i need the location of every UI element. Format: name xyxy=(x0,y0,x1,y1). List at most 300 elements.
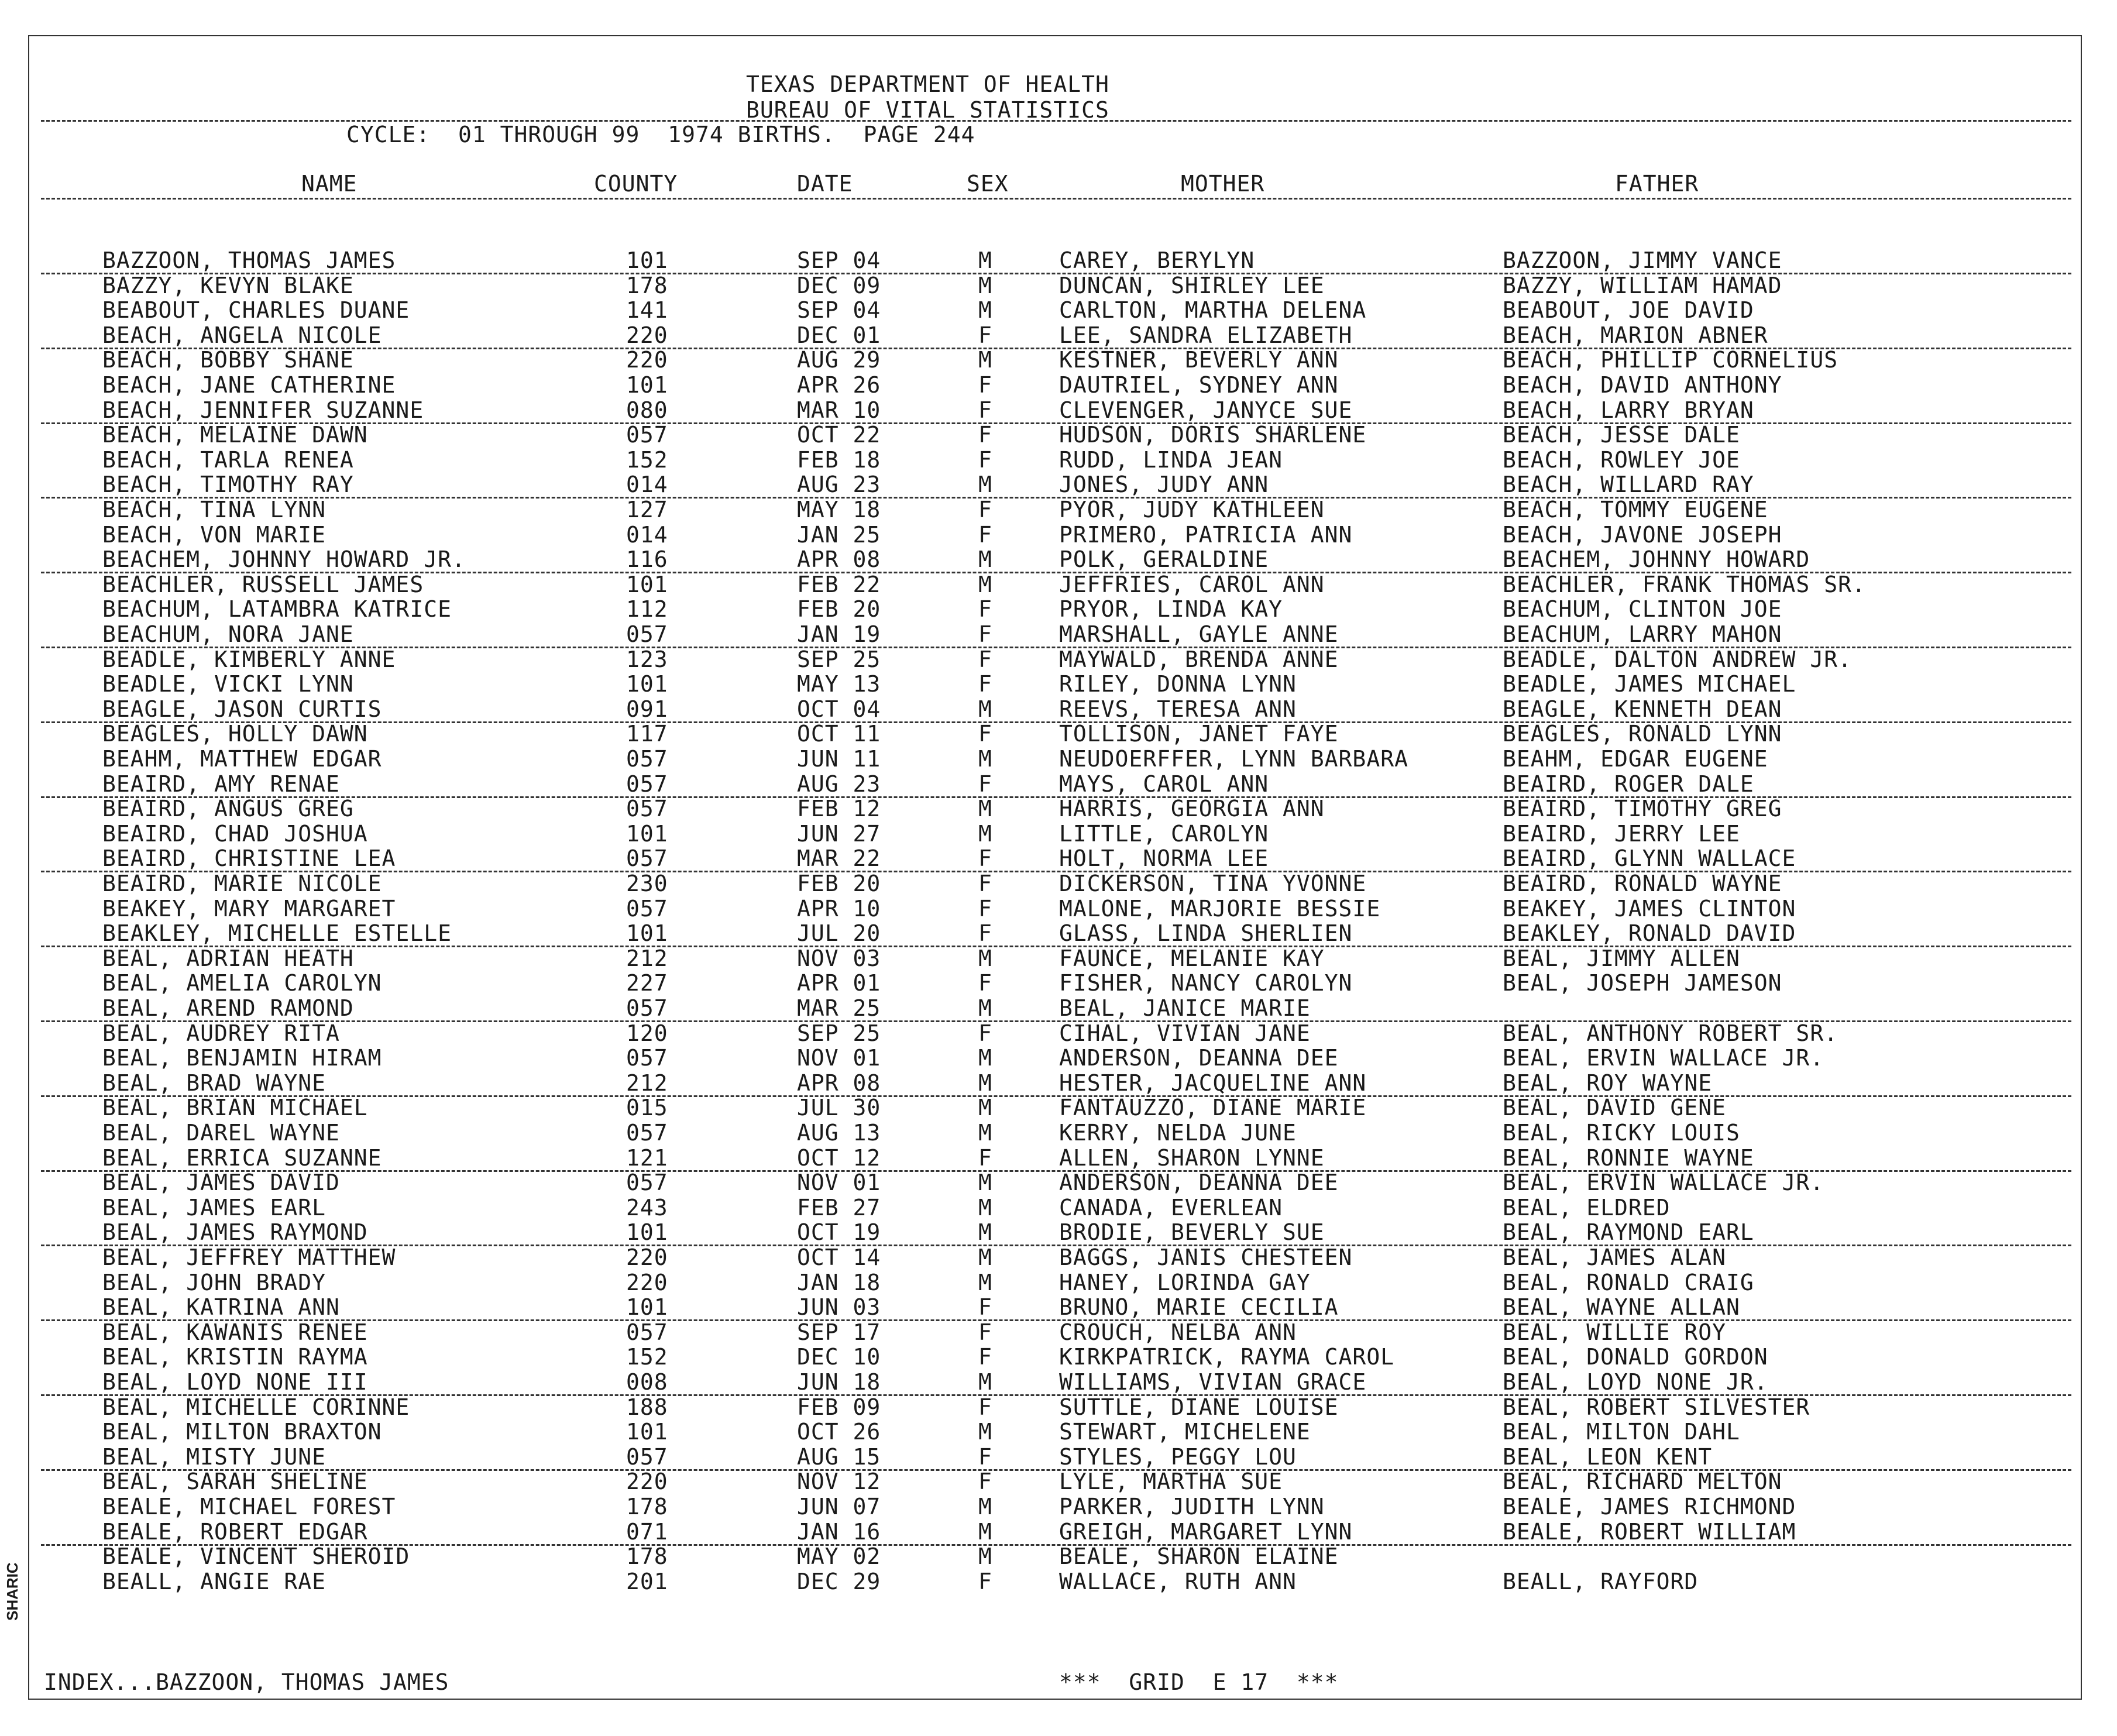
record-county: 120 xyxy=(626,1020,668,1046)
record-mother: CAREY, BERYLYN xyxy=(1059,247,1255,273)
record-name: BEALE, ROBERT EDGAR xyxy=(102,1518,368,1545)
record-mother: GREIGH, MARGARET LYNN xyxy=(1059,1518,1353,1545)
record-name: BEAL, BENJAMIN HIRAM xyxy=(102,1045,382,1071)
record-name: BEAL, SARAH SHELINE xyxy=(102,1469,368,1495)
record-sex: M xyxy=(978,746,992,772)
record-name: BEAL, JEFFREY MATTHEW xyxy=(102,1245,396,1270)
record-date: SEP 17 xyxy=(797,1319,881,1345)
record-date: JAN 16 xyxy=(797,1518,881,1545)
record-name: BEAGLE, JASON CURTIS xyxy=(102,696,382,722)
record-father: BEACH, DAVID ANTHONY xyxy=(1503,372,1782,398)
record-sex: F xyxy=(978,596,992,623)
column-header-father: FATHER xyxy=(1615,171,1699,197)
record-name: BEACH, MELAINE DAWN xyxy=(102,422,368,448)
record-county: 014 xyxy=(626,472,668,498)
record-father: BEAGLES, RONALD LYNN xyxy=(1503,721,1782,747)
record-date: AUG 23 xyxy=(797,472,881,498)
record-father: BEACH, PHILLIP CORNELIUS xyxy=(1503,347,1838,373)
record-father: BEACH, WILLARD RAY xyxy=(1503,472,1754,498)
record-county: 230 xyxy=(626,871,668,896)
record-father: BEACHUM, CLINTON JOE xyxy=(1503,596,1782,623)
record-sex: F xyxy=(978,397,992,423)
record-father: BEAL, WILLIE ROY xyxy=(1503,1319,1727,1345)
record-mother: PYOR, JUDY KATHLEEN xyxy=(1059,497,1325,522)
record-sex: F xyxy=(978,771,992,797)
record-mother: GLASS, LINDA SHERLIEN xyxy=(1059,920,1353,947)
record-sex: M xyxy=(978,1419,992,1445)
record-sex: F xyxy=(978,871,992,896)
record-mother: HUDSON, DORIS SHARLENE xyxy=(1059,422,1367,448)
record-name: BEAL, BRIAN MICHAEL xyxy=(102,1095,368,1121)
record-name: BEAL, JOHN BRADY xyxy=(102,1269,327,1295)
record-date: AUG 23 xyxy=(797,771,881,797)
record-father: BEAIRD, ROGER DALE xyxy=(1503,771,1754,797)
column-header-mother: MOTHER xyxy=(1181,171,1265,197)
record-county: 220 xyxy=(626,347,668,373)
record-county: 201 xyxy=(626,1568,668,1594)
record-father: BEAL, DONALD GORDON xyxy=(1503,1344,1768,1370)
record-sex: M xyxy=(978,1194,992,1221)
record-date: OCT 19 xyxy=(797,1219,881,1246)
record-date: FEB 09 xyxy=(797,1394,881,1420)
record-name: BEACHUM, LATAMBRA KATRICE xyxy=(102,596,452,623)
record-county: 116 xyxy=(626,546,668,573)
record-name: BEAIRD, ANGUS GREG xyxy=(102,796,354,822)
record-county: 080 xyxy=(626,397,668,423)
grid-reference: *** GRID E 17 *** xyxy=(1059,1669,1339,1695)
record-date: MAY 18 xyxy=(797,497,881,522)
record-sex: M xyxy=(978,1544,992,1570)
record-name: BEACH, VON MARIE xyxy=(102,521,327,548)
record-name: BEAKLEY, MICHELLE ESTELLE xyxy=(102,920,452,947)
record-county: 057 xyxy=(626,621,668,647)
record-sex: F xyxy=(978,646,992,672)
record-father: BAZZY, WILLIAM HAMAD xyxy=(1503,272,1782,298)
record-sex: F xyxy=(978,920,992,947)
record-mother: CANADA, EVERLEAN xyxy=(1059,1194,1283,1221)
record-father: BEAL, ERVIN WALLACE JR. xyxy=(1503,1170,1824,1196)
record-mother: BEAL, JANICE MARIE xyxy=(1059,995,1311,1021)
record-name: BEAL, AREND RAMOND xyxy=(102,995,354,1021)
record-father: BEACH, ROWLEY JOE xyxy=(1503,446,1740,473)
record-date: DEC 29 xyxy=(797,1568,881,1594)
index-line: INDEX...BAZZOON, THOMAS JAMES xyxy=(44,1669,449,1695)
record-county: 212 xyxy=(626,945,668,971)
record-sex: M xyxy=(978,995,992,1021)
record-name: BEAL, KATRINA ANN xyxy=(102,1294,340,1321)
record-father: BEABOUT, JOE DAVID xyxy=(1503,297,1754,324)
record-county: 057 xyxy=(626,995,668,1021)
record-sex: F xyxy=(978,1443,992,1470)
record-mother: PARKER, JUDITH LYNN xyxy=(1059,1494,1325,1520)
record-sex: M xyxy=(978,820,992,847)
record-mother: ANDERSON, DEANNA DEE xyxy=(1059,1170,1339,1196)
column-header-date: DATE xyxy=(797,171,853,197)
record-date: NOV 12 xyxy=(797,1469,881,1495)
record-sex: M xyxy=(978,247,992,273)
record-father: BEAL, ANTHONY ROBERT SR. xyxy=(1503,1020,1838,1046)
record-name: BEAL, LOYD NONE III xyxy=(102,1369,368,1395)
record-sex: M xyxy=(978,696,992,722)
record-mother: JEFFRIES, CAROL ANN xyxy=(1059,571,1325,597)
record-father: BEADLE, DALTON ANDREW JR. xyxy=(1503,646,1852,672)
bureau-title: BUREAU OF VITAL STATISTICS xyxy=(746,97,1109,123)
record-date: MAY 13 xyxy=(797,671,881,697)
record-date: NOV 01 xyxy=(797,1170,881,1196)
record-sex: M xyxy=(978,472,992,498)
record-father: BEAHM, EDGAR EUGENE xyxy=(1503,746,1768,772)
record-mother: RUDD, LINDA JEAN xyxy=(1059,446,1283,473)
record-father: BEAL, DAVID GENE xyxy=(1503,1095,1727,1121)
record-sex: M xyxy=(978,1170,992,1196)
record-name: BEACH, JENNIFER SUZANNE xyxy=(102,397,424,423)
record-mother: BAGGS, JANIS CHESTEEN xyxy=(1059,1245,1353,1270)
record-date: MAY 02 xyxy=(797,1544,881,1570)
record-date: NOV 03 xyxy=(797,945,881,971)
record-father: BEALE, JAMES RICHMOND xyxy=(1503,1494,1796,1520)
record-mother: BEALE, SHARON ELAINE xyxy=(1059,1544,1339,1570)
record-sex: M xyxy=(978,1369,992,1395)
column-header-sex: SEX xyxy=(967,171,1009,197)
record-sex: M xyxy=(978,1269,992,1295)
record-mother: KESTNER, BEVERLY ANN xyxy=(1059,347,1339,373)
record-date: DEC 01 xyxy=(797,322,881,348)
department-title: TEXAS DEPARTMENT OF HEALTH xyxy=(746,71,1109,97)
record-name: BEAHM, MATTHEW EDGAR xyxy=(102,746,382,772)
record-date: JUN 07 xyxy=(797,1494,881,1520)
record-father: BEADLE, JAMES MICHAEL xyxy=(1503,671,1796,697)
record-father: BEAL, JOSEPH JAMESON xyxy=(1503,970,1782,996)
record-father: BEACHEM, JOHNNY HOWARD xyxy=(1503,546,1810,573)
record-sex: F xyxy=(978,721,992,747)
record-sex: F xyxy=(978,845,992,872)
record-name: BEACH, TARLA RENEA xyxy=(102,446,354,473)
record-name: BEAL, JAMES RAYMOND xyxy=(102,1219,368,1246)
record-county: 057 xyxy=(626,1120,668,1146)
record-date: AUG 15 xyxy=(797,1443,881,1470)
record-sex: F xyxy=(978,1469,992,1495)
record-mother: SUTTLE, DIANE LOUISE xyxy=(1059,1394,1339,1420)
record-county: 220 xyxy=(626,1269,668,1295)
record-sex: F xyxy=(978,621,992,647)
record-name: BEADLE, KIMBERLY ANNE xyxy=(102,646,396,672)
record-name: BEACHLER, RUSSELL JAMES xyxy=(102,571,424,597)
record-name: BEAL, JAMES DAVID xyxy=(102,1170,340,1196)
record-date: NOV 01 xyxy=(797,1045,881,1071)
record-father: BEACH, JAVONE JOSEPH xyxy=(1503,521,1782,548)
record-mother: RILEY, DONNA LYNN xyxy=(1059,671,1297,697)
record-date: FEB 22 xyxy=(797,571,881,597)
record-name: BEAL, DAREL WAYNE xyxy=(102,1120,340,1146)
record-date: MAR 25 xyxy=(797,995,881,1021)
record-sex: M xyxy=(978,1219,992,1246)
record-date: OCT 14 xyxy=(797,1245,881,1270)
record-date: JUN 11 xyxy=(797,746,881,772)
record-county: 188 xyxy=(626,1394,668,1420)
record-date: AUG 13 xyxy=(797,1120,881,1146)
record-mother: BRUNO, MARIE CECILIA xyxy=(1059,1294,1339,1321)
record-name: BEACH, ANGELA NICOLE xyxy=(102,322,382,348)
record-sex: F xyxy=(978,1394,992,1420)
record-father: BEAKEY, JAMES CLINTON xyxy=(1503,895,1796,922)
record-mother: WALLACE, RUTH ANN xyxy=(1059,1568,1297,1594)
record-father: BEAL, JAMES ALAN xyxy=(1503,1245,1727,1270)
record-date: AUG 29 xyxy=(797,347,881,373)
record-name: BEAL, KAWANIS RENEE xyxy=(102,1319,368,1345)
record-sex: M xyxy=(978,546,992,573)
record-mother: MARSHALL, GAYLE ANNE xyxy=(1059,621,1339,647)
record-date: JUN 18 xyxy=(797,1369,881,1395)
record-sex: F xyxy=(978,1020,992,1046)
record-father: BEACH, JESSE DALE xyxy=(1503,422,1740,448)
record-county: 227 xyxy=(626,970,668,996)
record-father: BEACH, MARION ABNER xyxy=(1503,322,1768,348)
record-date: JAN 18 xyxy=(797,1269,881,1295)
record-mother: LEE, SANDRA ELIZABETH xyxy=(1059,322,1353,348)
record-mother: TOLLISON, JANET FAYE xyxy=(1059,721,1339,747)
record-father: BEAL, RONALD CRAIG xyxy=(1503,1269,1754,1295)
margin-label: SHARIC xyxy=(4,1562,21,1621)
record-date: SEP 25 xyxy=(797,1020,881,1046)
record-county: 057 xyxy=(626,1170,668,1196)
record-father: BEAL, RONNIE WAYNE xyxy=(1503,1144,1754,1171)
record-sex: F xyxy=(978,671,992,697)
record-date: OCT 22 xyxy=(797,422,881,448)
record-date: JUN 27 xyxy=(797,820,881,847)
record-name: BEAL, KRISTIN RAYMA xyxy=(102,1344,368,1370)
record-name: BEAIRD, CHRISTINE LEA xyxy=(102,845,396,872)
record-mother: DUNCAN, SHIRLEY LEE xyxy=(1059,272,1325,298)
record-date: SEP 25 xyxy=(797,646,881,672)
record-county: 101 xyxy=(626,247,668,273)
record-father: BEAL, LEON KENT xyxy=(1503,1443,1713,1470)
record-sex: M xyxy=(978,347,992,373)
record-sex: F xyxy=(978,1144,992,1171)
record-name: BEACH, BOBBY SHANE xyxy=(102,347,354,373)
record-county: 117 xyxy=(626,721,668,747)
record-sex: F xyxy=(978,895,992,922)
record-father: BEAIRD, TIMOTHY GREG xyxy=(1503,796,1782,822)
record-mother: HOLT, NORMA LEE xyxy=(1059,845,1269,872)
record-sex: M xyxy=(978,1045,992,1071)
record-sex: F xyxy=(978,1344,992,1370)
record-sex: F xyxy=(978,446,992,473)
record-date: APR 10 xyxy=(797,895,881,922)
record-sex: F xyxy=(978,1568,992,1594)
record-sex: M xyxy=(978,1120,992,1146)
record-county: 220 xyxy=(626,322,668,348)
record-father: BEACH, LARRY BRYAN xyxy=(1503,397,1754,423)
record-father: BEAL, ELDRED xyxy=(1503,1194,1671,1221)
record-county: 112 xyxy=(626,596,668,623)
record-date: DEC 09 xyxy=(797,272,881,298)
record-date: JAN 25 xyxy=(797,521,881,548)
record-date: SEP 04 xyxy=(797,297,881,324)
record-date: FEB 20 xyxy=(797,871,881,896)
record-sex: F xyxy=(978,497,992,522)
record-mother: ANDERSON, DEANNA DEE xyxy=(1059,1045,1339,1071)
record-father: BEAIRD, GLYNN WALLACE xyxy=(1503,845,1796,872)
record-county: 101 xyxy=(626,571,668,597)
record-county: 220 xyxy=(626,1245,668,1270)
record-county: 057 xyxy=(626,1443,668,1470)
record-sex: F xyxy=(978,970,992,996)
record-sex: F xyxy=(978,372,992,398)
record-county: 178 xyxy=(626,1494,668,1520)
record-county: 178 xyxy=(626,272,668,298)
record-name: BEABOUT, CHARLES DUANE xyxy=(102,297,410,324)
record-name: BEAL, JAMES EARL xyxy=(102,1194,327,1221)
record-name: BEAL, MICHELLE CORINNE xyxy=(102,1394,410,1420)
record-name: BEAIRD, AMY RENAE xyxy=(102,771,340,797)
record-date: JUN 03 xyxy=(797,1294,881,1321)
record-mother: DAUTRIEL, SYDNEY ANN xyxy=(1059,372,1339,398)
record-date: OCT 11 xyxy=(797,721,881,747)
record-mother: KERRY, NELDA JUNE xyxy=(1059,1120,1297,1146)
record-mother: REEVS, TERESA ANN xyxy=(1059,696,1297,722)
record-date: MAR 10 xyxy=(797,397,881,423)
record-mother: LYLE, MARTHA SUE xyxy=(1059,1469,1283,1495)
record-name: BEAL, BRAD WAYNE xyxy=(102,1070,327,1096)
record-county: 014 xyxy=(626,521,668,548)
record-mother: STEWART, MICHELENE xyxy=(1059,1419,1311,1445)
record-mother: FAUNCE, MELANIE KAY xyxy=(1059,945,1325,971)
record-mother: CIHAL, VIVIAN JANE xyxy=(1059,1020,1311,1046)
record-name: BEAIRD, MARIE NICOLE xyxy=(102,871,382,896)
record-county: 152 xyxy=(626,1344,668,1370)
record-father: BEACHLER, FRANK THOMAS SR. xyxy=(1503,571,1866,597)
cycle-line: CYCLE: 01 THROUGH 99 1974 BIRTHS. PAGE 244 xyxy=(346,122,975,147)
record-county: 101 xyxy=(626,1419,668,1445)
record-father: BEAKLEY, RONALD DAVID xyxy=(1503,920,1796,947)
record-date: DEC 10 xyxy=(797,1344,881,1370)
record-father: BEAIRD, RONALD WAYNE xyxy=(1503,871,1782,896)
record-father: BEAL, WAYNE ALLAN xyxy=(1503,1294,1740,1321)
record-name: BEACH, TINA LYNN xyxy=(102,497,327,522)
record-mother: ALLEN, SHARON LYNNE xyxy=(1059,1144,1325,1171)
record-sex: F xyxy=(978,322,992,348)
record-date: FEB 12 xyxy=(797,796,881,822)
record-county: 123 xyxy=(626,646,668,672)
record-father: BEAL, JIMMY ALLEN xyxy=(1503,945,1740,971)
record-sex: M xyxy=(978,1070,992,1096)
record-mother: KIRKPATRICK, RAYMA CAROL xyxy=(1059,1344,1395,1370)
record-date: JAN 19 xyxy=(797,621,881,647)
header-rule xyxy=(41,120,2071,122)
record-sex: M xyxy=(978,272,992,298)
record-county: 101 xyxy=(626,671,668,697)
record-name: BEALE, MICHAEL FOREST xyxy=(102,1494,396,1520)
record-name: BEAL, MISTY JUNE xyxy=(102,1443,327,1470)
record-county: 178 xyxy=(626,1544,668,1570)
record-father: BEAL, ROY WAYNE xyxy=(1503,1070,1713,1096)
record-county: 141 xyxy=(626,297,668,324)
record-mother: PRIMERO, PATRICIA ANN xyxy=(1059,521,1353,548)
record-county: 057 xyxy=(626,845,668,872)
record-mother: FISHER, NANCY CAROLYN xyxy=(1059,970,1353,996)
record-mother: PRYOR, LINDA KAY xyxy=(1059,596,1283,623)
record-mother: LITTLE, CAROLYN xyxy=(1059,820,1269,847)
record-mother: NEUDOERFFER, LYNN BARBARA xyxy=(1059,746,1408,772)
record-date: OCT 26 xyxy=(797,1419,881,1445)
column-header-rule xyxy=(41,198,2071,200)
record-mother: DICKERSON, TINA YVONNE xyxy=(1059,871,1367,896)
record-name: BEALL, ANGIE RAE xyxy=(102,1568,327,1594)
record-name: BEAKEY, MARY MARGARET xyxy=(102,895,396,922)
record-date: SEP 04 xyxy=(797,247,881,273)
record-father: BEAL, RICHARD MELTON xyxy=(1503,1469,1782,1495)
record-sex: F xyxy=(978,422,992,448)
record-sex: M xyxy=(978,571,992,597)
record-date: FEB 18 xyxy=(797,446,881,473)
record-name: BEAL, ADRIAN HEATH xyxy=(102,945,354,971)
record-county: 057 xyxy=(626,1319,668,1345)
record-mother: CLEVENGER, JANYCE SUE xyxy=(1059,397,1353,423)
record-father: BEAL, ERVIN WALLACE JR. xyxy=(1503,1045,1824,1071)
record-sex: F xyxy=(978,1319,992,1345)
record-mother: MALONE, MARJORIE BESSIE xyxy=(1059,895,1381,922)
record-name: BEACH, JANE CATHERINE xyxy=(102,372,396,398)
record-name: BEALE, VINCENT SHEROID xyxy=(102,1544,410,1570)
record-mother: MAYWALD, BRENDA ANNE xyxy=(1059,646,1339,672)
record-county: 057 xyxy=(626,895,668,922)
record-county: 243 xyxy=(626,1194,668,1221)
record-county: 127 xyxy=(626,497,668,522)
record-date: FEB 20 xyxy=(797,596,881,623)
record-county: 057 xyxy=(626,422,668,448)
record-date: APR 26 xyxy=(797,372,881,398)
record-mother: MAYS, CAROL ANN xyxy=(1059,771,1269,797)
record-county: 101 xyxy=(626,1294,668,1321)
record-sex: M xyxy=(978,1518,992,1545)
record-sex: M xyxy=(978,297,992,324)
record-sex: F xyxy=(978,521,992,548)
record-county: 057 xyxy=(626,1045,668,1071)
record-date: JUL 30 xyxy=(797,1095,881,1121)
record-county: 212 xyxy=(626,1070,668,1096)
record-sex: M xyxy=(978,945,992,971)
record-father: BEALL, RAYFORD xyxy=(1503,1568,1699,1594)
record-county: 101 xyxy=(626,1219,668,1246)
record-sex: F xyxy=(978,1294,992,1321)
record-father: BEALE, ROBERT WILLIAM xyxy=(1503,1518,1796,1545)
record-date: OCT 12 xyxy=(797,1144,881,1171)
record-name: BAZZY, KEVYN BLAKE xyxy=(102,272,354,298)
record-name: BEACH, TIMOTHY RAY xyxy=(102,472,354,498)
record-mother: POLK, GERALDINE xyxy=(1059,546,1269,573)
record-name: BEAL, ERRICA SUZANNE xyxy=(102,1144,382,1171)
record-mother: FANTAUZZO, DIANE MARIE xyxy=(1059,1095,1367,1121)
record-mother: STYLES, PEGGY LOU xyxy=(1059,1443,1297,1470)
record-name: BEACHEM, JOHNNY HOWARD JR. xyxy=(102,546,466,573)
record-name: BEACHUM, NORA JANE xyxy=(102,621,354,647)
record-county: 057 xyxy=(626,796,668,822)
record-county: 101 xyxy=(626,820,668,847)
record-county: 121 xyxy=(626,1144,668,1171)
record-name: BAZZOON, THOMAS JAMES xyxy=(102,247,396,273)
record-county: 008 xyxy=(626,1369,668,1395)
record-name: BEADLE, VICKI LYNN xyxy=(102,671,354,697)
record-father: BEACHUM, LARRY MAHON xyxy=(1503,621,1782,647)
record-date: FEB 27 xyxy=(797,1194,881,1221)
record-county: 220 xyxy=(626,1469,668,1495)
column-header-name: NAME xyxy=(301,171,358,197)
record-name: BEAIRD, CHAD JOSHUA xyxy=(102,820,368,847)
record-county: 057 xyxy=(626,771,668,797)
record-father: BAZZOON, JIMMY VANCE xyxy=(1503,247,1782,273)
record-date: APR 01 xyxy=(797,970,881,996)
record-mother: WILLIAMS, VIVIAN GRACE xyxy=(1059,1369,1367,1395)
